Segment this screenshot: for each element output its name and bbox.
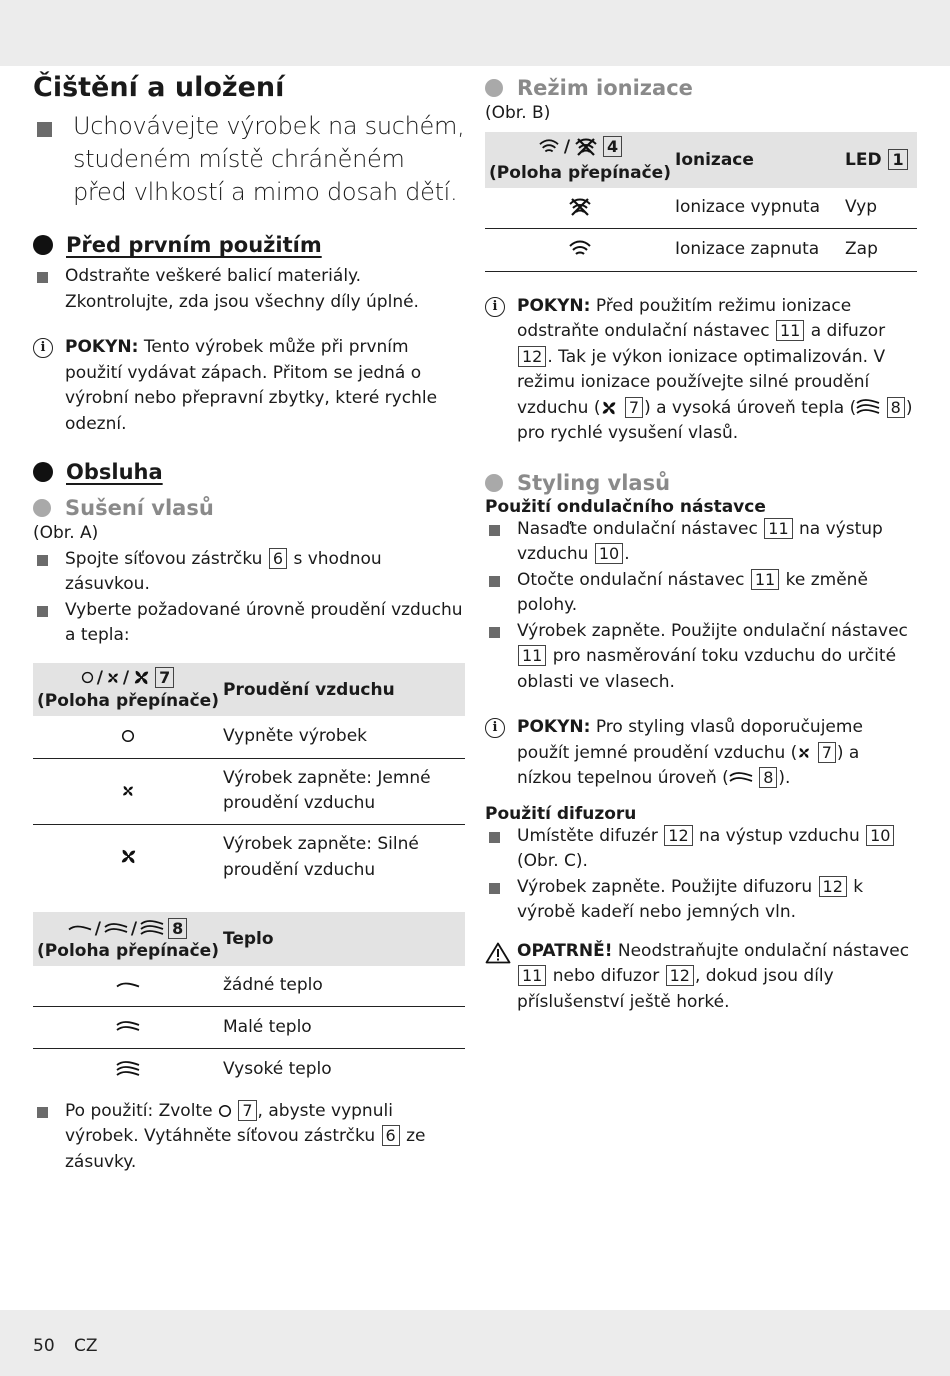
note-body: Pro styling vlasů doporučujeme použít jemné proudění vzduchu ( <box>517 717 863 763</box>
led-cell: Vyp <box>845 197 878 217</box>
section-dot-icon <box>33 462 53 482</box>
symbol-cell <box>33 1049 223 1091</box>
list-item <box>485 824 917 875</box>
list-item-text: (Obr. C). <box>517 851 588 871</box>
list-item <box>33 547 465 598</box>
symbol-cell <box>33 758 223 824</box>
bullet-square-icon <box>37 272 48 283</box>
fan-low-icon <box>797 746 811 760</box>
bullet-square-icon <box>489 832 500 843</box>
list-item-text: Po použití: Zvolte <box>65 1100 218 1121</box>
page-footer <box>33 1336 112 1356</box>
drying-list <box>33 547 465 649</box>
subsection-title: Režim ionizace <box>517 76 693 100</box>
ionization-column-header: Ionizace <box>675 132 845 188</box>
description-cell: Vypněte výrobek <box>223 726 368 747</box>
part-ref: 12 <box>518 346 546 367</box>
symbol-cell <box>485 229 675 271</box>
ionization-note <box>485 294 917 447</box>
part-ref: 8 <box>759 767 777 788</box>
table-row <box>33 1007 465 1049</box>
note-body: ) pro rychlé vysušení vlasů. <box>517 397 913 443</box>
bullet-square-icon <box>37 122 52 137</box>
ion-on-icon <box>567 239 593 259</box>
fan-high-icon <box>600 399 618 417</box>
table-row <box>33 716 465 758</box>
subsection-dot-icon <box>33 499 51 517</box>
note-body: , dokud jsou díly příslušenství ještě horké. <box>517 966 834 1012</box>
note-body: Tento výrobek může při prvním použití vydávat zápach. Přitom se jedná o výrobní nebo přepravní zbytky, které rychle odezní. <box>65 337 438 434</box>
storage-text: Uchovávejte výrobek na suchém, studeném místě chráněném před vlhkostí a mimo dosah dětí. <box>73 112 465 207</box>
description-cell: Výrobek zapněte: Jemné proudění vzduchu <box>223 758 465 824</box>
list-item-text: , abyste vypnuli výrobek. Vytáhněte síťovou zástrčku <box>65 1100 393 1147</box>
ion-on-icon <box>537 138 561 156</box>
switch-position-header <box>33 663 223 717</box>
list-item-text: . <box>624 544 630 564</box>
caution-keyword: OPATRNĚ! <box>517 940 613 961</box>
part-ref: 11 <box>751 569 779 590</box>
airflow-column-header: Proudění vzduchu <box>223 663 465 717</box>
note-body: nebo difuzor <box>547 966 665 986</box>
list-item-text: Spojte síťovou zástrčku <box>65 548 268 569</box>
note-body: a difuzor <box>805 321 886 341</box>
table-row <box>33 824 465 890</box>
list-item <box>485 517 917 568</box>
heat-2-icon <box>140 920 164 937</box>
description-cell: Ionizace zapnuta <box>675 229 845 271</box>
warning-triangle-icon <box>485 942 509 962</box>
info-icon: i <box>33 338 53 358</box>
part-ref: 11 <box>518 965 546 986</box>
fan-low-icon <box>106 671 120 685</box>
description-cell: Ionizace vypnuta <box>675 197 821 217</box>
subsection-title: Sušení vlasů <box>65 496 214 521</box>
page-heading: Čištění a uložení <box>33 72 285 103</box>
switch-position-label: (Poloha přepínače) <box>37 940 219 961</box>
list-item <box>485 568 917 619</box>
part-ref: 7 <box>155 667 174 688</box>
airflow-symbols: / / 7 <box>81 667 176 689</box>
styling-note <box>485 715 917 792</box>
off-circle-icon <box>121 729 135 743</box>
heat-2-icon <box>856 399 880 416</box>
bottom-band <box>0 1310 950 1376</box>
part-ref: 8 <box>887 397 905 418</box>
switch-position-label: (Poloha přepínače) <box>37 691 219 712</box>
list-item <box>485 875 917 926</box>
section-title: Obsluha <box>66 460 163 485</box>
table-row <box>33 758 465 824</box>
subsection-title: Styling vlasů <box>517 470 671 495</box>
list-item-text: Otočte ondulační nástavec <box>517 569 750 590</box>
section-title: Před prvním použitím <box>66 233 322 258</box>
ion-off-icon <box>573 137 599 157</box>
bullet-square-icon <box>37 555 48 566</box>
ion-off-icon <box>567 197 593 217</box>
list-item-text: pro nasměrování toku vzduchu do určité oblasti ve vlasech. <box>517 646 897 692</box>
switch-position-header <box>485 132 675 188</box>
curl-attachment-title: Použití ondulačního nástavce <box>485 496 766 517</box>
bullet-square-icon <box>37 606 48 617</box>
heat-1-icon <box>104 923 128 935</box>
note-keyword: POKYN: <box>517 295 591 316</box>
symbol-cell <box>33 966 223 1007</box>
part-ref: 6 <box>269 548 287 569</box>
fan-high-icon <box>132 668 151 687</box>
switch-position-header <box>33 912 223 966</box>
part-ref: 12 <box>664 825 692 846</box>
page-number: 50 <box>33 1336 55 1356</box>
table-row <box>33 1049 465 1091</box>
part-ref: 10 <box>866 825 894 846</box>
led-cell: Zap <box>845 229 917 271</box>
airflow-table <box>33 663 465 891</box>
part-ref: 7 <box>818 742 836 763</box>
note-text <box>517 939 917 1016</box>
subsection-styling <box>485 471 917 495</box>
bullet-square-icon <box>489 627 500 638</box>
description-cell: Výrobek zapněte: Silné proudění vzduchu <box>223 824 465 890</box>
list-item-text: Odstraňte veškeré balicí materiály. Zkontrolujte, zda jsou všechny díly úplné. <box>65 266 419 312</box>
led-label: LED <box>845 150 882 170</box>
table-bottom-rule <box>485 271 917 272</box>
bullet-square-icon <box>37 1107 48 1118</box>
table-row <box>485 229 917 271</box>
symbol-cell <box>33 716 223 758</box>
list-item-text: k výrobě kadeří nebo jemných vln. <box>517 876 864 922</box>
curl-list <box>485 517 917 696</box>
list-item-text: s vhodnou zásuvkou. <box>65 548 382 595</box>
note-body: ) a vysoká úroveň tepla ( <box>644 397 857 418</box>
section-before-first-use <box>33 233 465 257</box>
left-column <box>33 72 465 1175</box>
symbol-cell <box>485 188 675 229</box>
part-ref: 11 <box>776 320 804 341</box>
list-item-text: ze zásuvky. <box>65 1126 426 1172</box>
list-item <box>33 264 465 315</box>
description-cell: žádné teplo <box>223 975 323 996</box>
symbol-cell <box>33 1007 223 1049</box>
note-keyword: POKYN: <box>517 717 591 737</box>
bullet-square-icon <box>489 576 500 587</box>
part-ref: 11 <box>764 518 792 539</box>
top-band <box>0 0 950 66</box>
part-ref: 7 <box>625 397 643 418</box>
right-column <box>485 72 917 1015</box>
switch-position-label: (Poloha přepínače) <box>489 162 671 183</box>
symbol-cell <box>33 824 223 890</box>
storage-instruction <box>33 110 465 209</box>
note-text <box>65 335 465 437</box>
off-circle-icon <box>218 1104 232 1118</box>
note-body: Před použitím režimu ionizace odstraňte ondulační nástavec <box>517 295 852 341</box>
note-body: Neodstraňujte ondulační nástavec <box>612 940 910 961</box>
note-text <box>517 715 917 792</box>
heat-0-icon <box>116 982 140 989</box>
info-icon: i <box>485 718 505 738</box>
ion-symbols: / 4 <box>537 136 623 158</box>
list-item-text: Výrobek zapněte. Použijte ondulační nástavec <box>517 620 908 641</box>
bullet-square-icon <box>489 525 500 536</box>
off-circle-icon <box>81 671 94 684</box>
bullet-square-icon <box>489 883 500 894</box>
subsection-dot-icon <box>485 79 503 97</box>
after-use-list <box>33 1099 465 1176</box>
subsection-hair-drying <box>33 496 465 520</box>
section-dot-icon <box>33 235 53 255</box>
heat-0-icon <box>68 925 92 932</box>
list-item <box>33 1099 465 1176</box>
subsection-dot-icon <box>485 474 503 492</box>
note-keyword: POKYN: <box>65 337 139 358</box>
list-item-text: Nasaďte ondulační nástavec <box>517 518 764 539</box>
fan-high-icon <box>119 847 138 866</box>
part-ref: 4 <box>603 136 622 157</box>
diffuser-title: Použití difuzoru <box>485 803 637 824</box>
part-ref: 1 <box>888 149 907 170</box>
before-use-list <box>33 264 465 315</box>
heat-table <box>33 912 465 1091</box>
list-item-text: Umístěte difuzér <box>517 825 664 846</box>
first-use-note <box>33 335 465 437</box>
list-item <box>33 598 465 649</box>
note-body: . Tak je výkon ionizace optimalizován. V režimu ionizace používejte silné proudění vzduchu ( <box>517 346 886 418</box>
heat-2-icon <box>116 1061 140 1078</box>
list-item-text: Vyberte požadované úrovně proudění vzduchu a tepla: <box>65 599 463 646</box>
diffuser-list <box>485 824 917 926</box>
subsection-ionization <box>485 76 917 100</box>
list-item <box>485 619 917 696</box>
heat-1-icon <box>729 772 753 784</box>
part-ref: 10 <box>595 543 623 564</box>
fan-low-icon <box>121 784 135 798</box>
language-code: CZ <box>74 1336 98 1356</box>
heat-symbols: / / 8 <box>68 918 189 940</box>
part-ref: 12 <box>666 965 694 986</box>
table-row <box>33 966 465 1007</box>
part-ref: 7 <box>238 1100 256 1121</box>
list-item-text: ke změně polohy. <box>517 569 868 615</box>
figure-reference: (Obr. B) <box>485 103 551 123</box>
led-column-header <box>845 132 917 188</box>
note-body: ) a nízkou tepelnou úroveň ( <box>517 742 860 788</box>
heat-1-icon <box>116 1021 140 1033</box>
description-cell: Malé teplo <box>223 1007 465 1049</box>
part-ref: 11 <box>518 645 546 666</box>
note-body: ). <box>778 768 791 788</box>
part-ref: 8 <box>168 918 187 939</box>
ionization-table <box>485 132 917 271</box>
list-item-text: na výstup vzduchu <box>693 825 866 846</box>
caution-note <box>485 939 917 1016</box>
table-row <box>485 188 917 229</box>
part-ref: 12 <box>819 876 847 897</box>
part-ref: 6 <box>382 1125 400 1146</box>
list-item-text: Výrobek zapněte. Použijte difuzoru <box>517 876 818 897</box>
section-operation <box>33 460 465 484</box>
heat-column-header: Teplo <box>223 912 465 966</box>
note-text <box>517 294 917 447</box>
info-icon: i <box>485 297 505 317</box>
description-cell: Vysoké teplo <box>223 1049 465 1091</box>
figure-reference: (Obr. A) <box>33 523 99 544</box>
list-item-text: na výstup vzduchu <box>517 518 883 564</box>
